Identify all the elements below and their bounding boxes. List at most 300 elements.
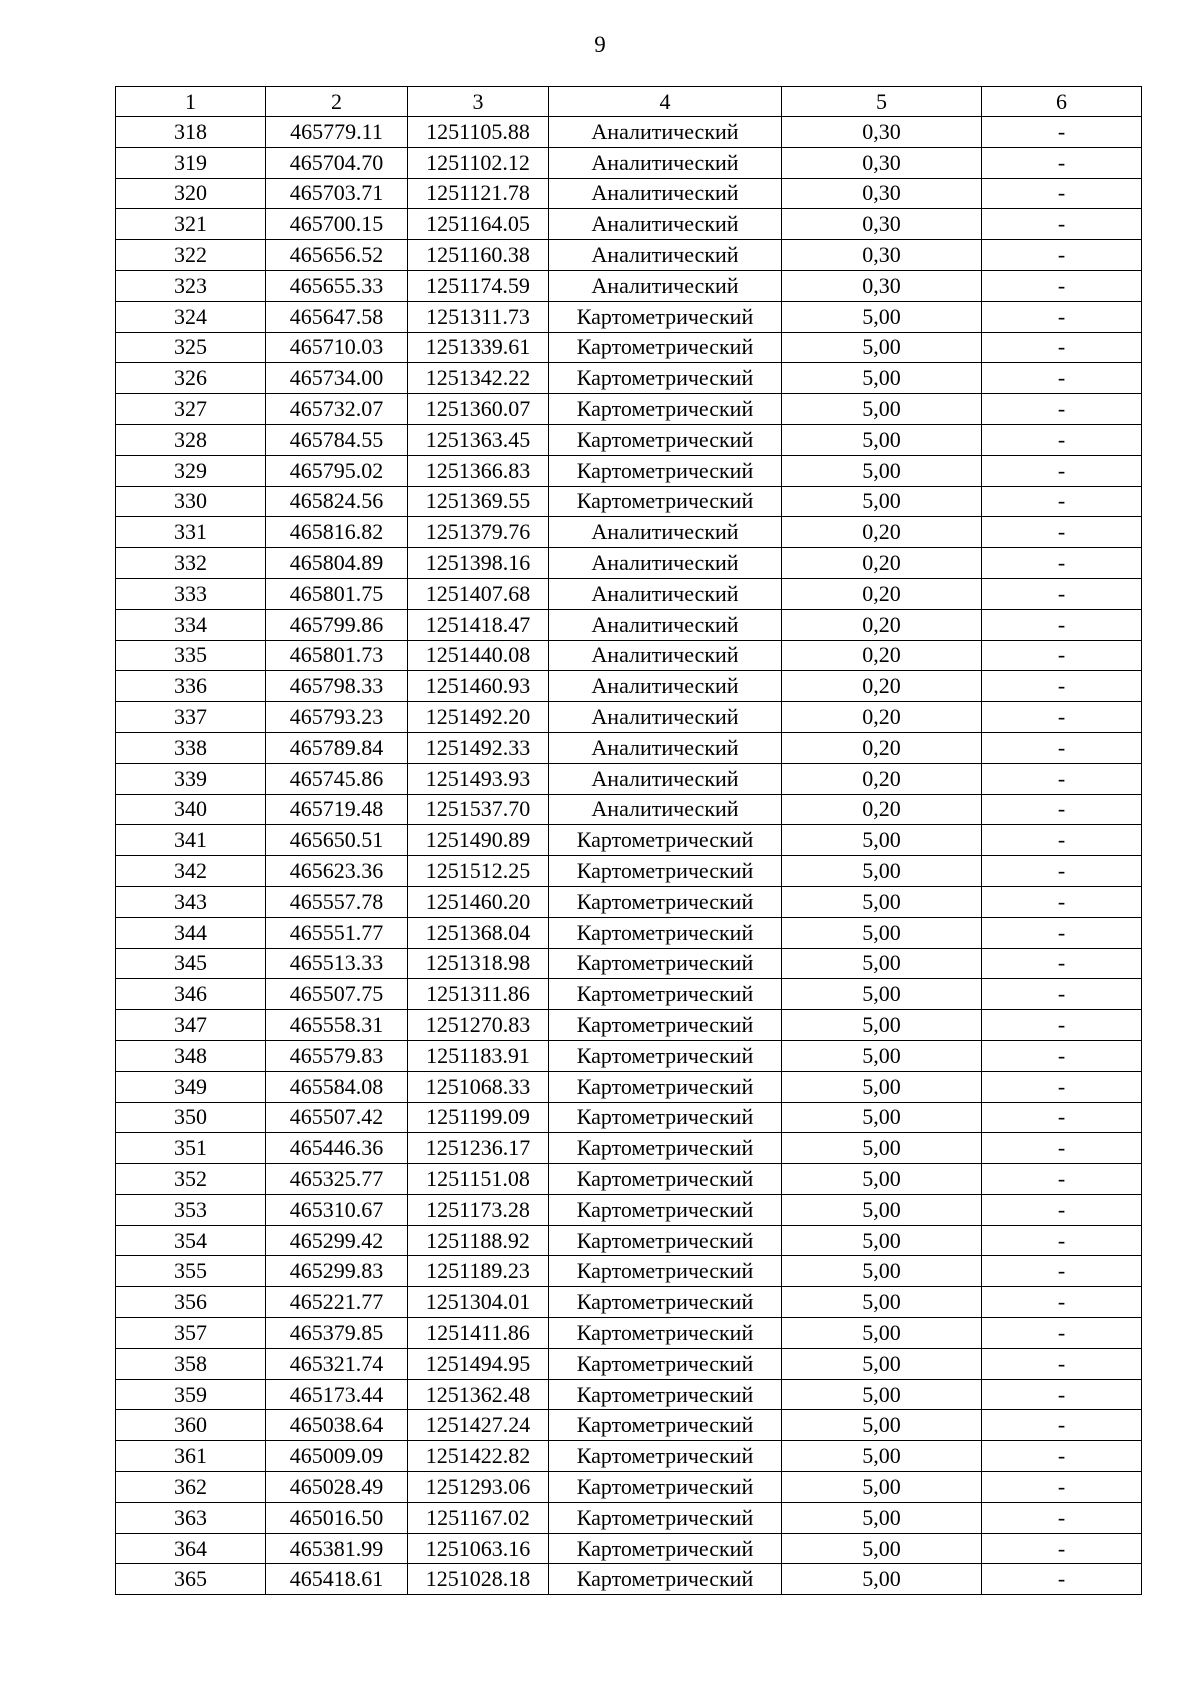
table-row	[116, 270, 1142, 301]
method-cell: Аналитический	[549, 578, 782, 609]
point-number-cell: 350	[116, 1102, 266, 1133]
method-cell: Картометрический	[549, 486, 782, 517]
x-coordinate-cell: 465798.33	[266, 671, 408, 702]
note-cell: -	[982, 702, 1142, 733]
x-coordinate-cell: 465310.67	[266, 1194, 408, 1225]
note-cell: -	[982, 1071, 1142, 1102]
accuracy-cell: 5,00	[782, 886, 982, 917]
method-cell: Картометрический	[549, 1287, 782, 1318]
x-coordinate-cell: 465799.86	[266, 609, 408, 640]
table-row	[116, 178, 1142, 209]
point-number-cell: 336	[116, 671, 266, 702]
method-cell: Картометрический	[549, 979, 782, 1010]
accuracy-cell: 5,00	[782, 455, 982, 486]
table-row	[116, 609, 1142, 640]
accuracy-cell: 5,00	[782, 1379, 982, 1410]
note-cell: -	[982, 117, 1142, 148]
note-cell: -	[982, 1502, 1142, 1533]
point-number-cell: 322	[116, 240, 266, 271]
accuracy-cell: 5,00	[782, 1502, 982, 1533]
column-header-1: 1	[116, 87, 266, 117]
x-coordinate-cell: 465016.50	[266, 1502, 408, 1533]
table-row	[116, 301, 1142, 332]
x-coordinate-cell: 465732.07	[266, 394, 408, 425]
y-coordinate-cell: 1251427.24	[408, 1410, 549, 1441]
method-cell: Картометрический	[549, 1102, 782, 1133]
y-coordinate-cell: 1251460.93	[408, 671, 549, 702]
method-cell: Картометрический	[549, 301, 782, 332]
x-coordinate-cell: 465579.83	[266, 1040, 408, 1071]
point-number-cell: 353	[116, 1194, 266, 1225]
x-coordinate-cell: 465173.44	[266, 1379, 408, 1410]
note-cell: -	[982, 732, 1142, 763]
y-coordinate-cell: 1251407.68	[408, 578, 549, 609]
method-cell: Картометрический	[549, 1472, 782, 1503]
table-row	[116, 917, 1142, 948]
point-number-cell: 329	[116, 455, 266, 486]
point-number-cell: 362	[116, 1472, 266, 1503]
point-number-cell: 365	[116, 1564, 266, 1595]
table-row	[116, 209, 1142, 240]
method-cell: Картометрический	[549, 394, 782, 425]
y-coordinate-cell: 1251422.82	[408, 1441, 549, 1472]
table-row	[116, 763, 1142, 794]
y-coordinate-cell: 1251460.20	[408, 886, 549, 917]
note-cell: -	[982, 640, 1142, 671]
method-cell: Аналитический	[549, 609, 782, 640]
method-cell: Аналитический	[549, 517, 782, 548]
y-coordinate-cell: 1251411.86	[408, 1318, 549, 1349]
accuracy-cell: 5,00	[782, 948, 982, 979]
note-cell: -	[982, 917, 1142, 948]
point-number-cell: 349	[116, 1071, 266, 1102]
table-body	[116, 87, 1142, 1595]
x-coordinate-cell: 465656.52	[266, 240, 408, 271]
y-coordinate-cell: 1251188.92	[408, 1225, 549, 1256]
point-number-cell: 346	[116, 979, 266, 1010]
accuracy-cell: 5,00	[782, 1133, 982, 1164]
method-cell: Аналитический	[549, 640, 782, 671]
point-number-cell: 345	[116, 948, 266, 979]
table-row	[116, 578, 1142, 609]
accuracy-cell: 5,00	[782, 1164, 982, 1195]
point-number-cell: 339	[116, 763, 266, 794]
method-cell: Аналитический	[549, 270, 782, 301]
method-cell: Картометрический	[549, 1410, 782, 1441]
y-coordinate-cell: 1251362.48	[408, 1379, 549, 1410]
table-row	[116, 640, 1142, 671]
y-coordinate-cell: 1251537.70	[408, 794, 549, 825]
note-cell: -	[982, 363, 1142, 394]
method-cell: Картометрический	[549, 424, 782, 455]
table-row	[116, 1102, 1142, 1133]
note-cell: -	[982, 1410, 1142, 1441]
point-number-cell: 332	[116, 548, 266, 579]
x-coordinate-cell: 465804.89	[266, 548, 408, 579]
x-coordinate-cell: 465784.55	[266, 424, 408, 455]
table-row	[116, 886, 1142, 917]
point-number-cell: 363	[116, 1502, 266, 1533]
table-row	[116, 856, 1142, 887]
note-cell: -	[982, 825, 1142, 856]
y-coordinate-cell: 1251121.78	[408, 178, 549, 209]
y-coordinate-cell: 1251369.55	[408, 486, 549, 517]
y-coordinate-cell: 1251339.61	[408, 332, 549, 363]
table-row	[116, 1225, 1142, 1256]
method-cell: Аналитический	[549, 240, 782, 271]
point-number-cell: 355	[116, 1256, 266, 1287]
x-coordinate-cell: 465321.74	[266, 1348, 408, 1379]
table-row	[116, 702, 1142, 733]
point-number-cell: 357	[116, 1318, 266, 1349]
table-row	[116, 1287, 1142, 1318]
accuracy-cell: 0,20	[782, 763, 982, 794]
y-coordinate-cell: 1251368.04	[408, 917, 549, 948]
x-coordinate-cell: 465623.36	[266, 856, 408, 887]
y-coordinate-cell: 1251028.18	[408, 1564, 549, 1595]
table-row	[116, 486, 1142, 517]
accuracy-cell: 0,30	[782, 270, 982, 301]
accuracy-cell: 5,00	[782, 332, 982, 363]
point-number-cell: 335	[116, 640, 266, 671]
y-coordinate-cell: 1251183.91	[408, 1040, 549, 1071]
x-coordinate-cell: 465779.11	[266, 117, 408, 148]
note-cell: -	[982, 548, 1142, 579]
note-cell: -	[982, 270, 1142, 301]
note-cell: -	[982, 578, 1142, 609]
y-coordinate-cell: 1251363.45	[408, 424, 549, 455]
y-coordinate-cell: 1251304.01	[408, 1287, 549, 1318]
point-number-cell: 354	[116, 1225, 266, 1256]
table-row	[116, 1133, 1142, 1164]
note-cell: -	[982, 1533, 1142, 1564]
x-coordinate-cell: 465446.36	[266, 1133, 408, 1164]
table-header-row	[116, 87, 1142, 117]
note-cell: -	[982, 609, 1142, 640]
method-cell: Картометрический	[549, 1040, 782, 1071]
x-coordinate-cell: 465558.31	[266, 1010, 408, 1041]
y-coordinate-cell: 1251270.83	[408, 1010, 549, 1041]
method-cell: Картометрический	[549, 1318, 782, 1349]
x-coordinate-cell: 465299.83	[266, 1256, 408, 1287]
method-cell: Аналитический	[549, 671, 782, 702]
x-coordinate-cell: 465710.03	[266, 332, 408, 363]
table-row	[116, 1164, 1142, 1195]
y-coordinate-cell: 1251063.16	[408, 1533, 549, 1564]
note-cell: -	[982, 147, 1142, 178]
column-header-3: 3	[408, 87, 549, 117]
column-header-5: 5	[782, 87, 982, 117]
accuracy-cell: 5,00	[782, 1010, 982, 1041]
point-number-cell: 331	[116, 517, 266, 548]
point-number-cell: 333	[116, 578, 266, 609]
accuracy-cell: 5,00	[782, 917, 982, 948]
note-cell: -	[982, 517, 1142, 548]
x-coordinate-cell: 465704.70	[266, 147, 408, 178]
x-coordinate-cell: 465507.75	[266, 979, 408, 1010]
point-number-cell: 334	[116, 609, 266, 640]
x-coordinate-cell: 465299.42	[266, 1225, 408, 1256]
x-coordinate-cell: 465734.00	[266, 363, 408, 394]
method-cell: Аналитический	[549, 548, 782, 579]
x-coordinate-cell: 465745.86	[266, 763, 408, 794]
note-cell: -	[982, 301, 1142, 332]
x-coordinate-cell: 465038.64	[266, 1410, 408, 1441]
accuracy-cell: 5,00	[782, 1225, 982, 1256]
method-cell: Картометрический	[549, 1564, 782, 1595]
y-coordinate-cell: 1251160.38	[408, 240, 549, 271]
accuracy-cell: 0,30	[782, 147, 982, 178]
y-coordinate-cell: 1251311.73	[408, 301, 549, 332]
x-coordinate-cell: 465009.09	[266, 1441, 408, 1472]
table-row	[116, 548, 1142, 579]
table-row	[116, 1256, 1142, 1287]
table-row	[116, 1502, 1142, 1533]
note-cell: -	[982, 1287, 1142, 1318]
table-row	[116, 825, 1142, 856]
y-coordinate-cell: 1251512.25	[408, 856, 549, 887]
method-cell: Картометрический	[549, 1533, 782, 1564]
point-number-cell: 359	[116, 1379, 266, 1410]
x-coordinate-cell: 465418.61	[266, 1564, 408, 1595]
table-row	[116, 732, 1142, 763]
note-cell: -	[982, 1348, 1142, 1379]
accuracy-cell: 5,00	[782, 1102, 982, 1133]
method-cell: Аналитический	[549, 178, 782, 209]
accuracy-cell: 5,00	[782, 486, 982, 517]
x-coordinate-cell: 465816.82	[266, 517, 408, 548]
x-coordinate-cell: 465584.08	[266, 1071, 408, 1102]
table-row	[116, 117, 1142, 148]
x-coordinate-cell: 465650.51	[266, 825, 408, 856]
note-cell: -	[982, 1564, 1142, 1595]
point-number-cell: 356	[116, 1287, 266, 1318]
table-row	[116, 948, 1142, 979]
note-cell: -	[982, 763, 1142, 794]
point-number-cell: 325	[116, 332, 266, 363]
point-number-cell: 337	[116, 702, 266, 733]
accuracy-cell: 5,00	[782, 1441, 982, 1472]
table-row	[116, 979, 1142, 1010]
x-coordinate-cell: 465647.58	[266, 301, 408, 332]
point-number-cell: 347	[116, 1010, 266, 1041]
point-number-cell: 320	[116, 178, 266, 209]
point-number-cell: 326	[116, 363, 266, 394]
y-coordinate-cell: 1251492.33	[408, 732, 549, 763]
note-cell: -	[982, 424, 1142, 455]
accuracy-cell: 5,00	[782, 394, 982, 425]
note-cell: -	[982, 394, 1142, 425]
accuracy-cell: 5,00	[782, 1472, 982, 1503]
point-number-cell: 327	[116, 394, 266, 425]
y-coordinate-cell: 1251189.23	[408, 1256, 549, 1287]
point-number-cell: 323	[116, 270, 266, 301]
coordinates-table	[115, 86, 1142, 1595]
y-coordinate-cell: 1251164.05	[408, 209, 549, 240]
accuracy-cell: 0,30	[782, 178, 982, 209]
point-number-cell: 319	[116, 147, 266, 178]
x-coordinate-cell: 465028.49	[266, 1472, 408, 1503]
method-cell: Картометрический	[549, 825, 782, 856]
note-cell: -	[982, 856, 1142, 887]
accuracy-cell: 5,00	[782, 1071, 982, 1102]
point-number-cell: 330	[116, 486, 266, 517]
point-number-cell: 343	[116, 886, 266, 917]
x-coordinate-cell: 465507.42	[266, 1102, 408, 1133]
table-row	[116, 1533, 1142, 1564]
accuracy-cell: 0,20	[782, 671, 982, 702]
point-number-cell: 328	[116, 424, 266, 455]
method-cell: Картометрический	[549, 1502, 782, 1533]
table-row	[116, 1472, 1142, 1503]
accuracy-cell: 5,00	[782, 1287, 982, 1318]
accuracy-cell: 5,00	[782, 1348, 982, 1379]
method-cell: Картометрический	[549, 332, 782, 363]
y-coordinate-cell: 1251366.83	[408, 455, 549, 486]
point-number-cell: 344	[116, 917, 266, 948]
y-coordinate-cell: 1251398.16	[408, 548, 549, 579]
method-cell: Картометрический	[549, 1441, 782, 1472]
point-number-cell: 351	[116, 1133, 266, 1164]
accuracy-cell: 5,00	[782, 301, 982, 332]
y-coordinate-cell: 1251490.89	[408, 825, 549, 856]
y-coordinate-cell: 1251418.47	[408, 609, 549, 640]
method-cell: Картометрический	[549, 1348, 782, 1379]
y-coordinate-cell: 1251173.28	[408, 1194, 549, 1225]
x-coordinate-cell: 465551.77	[266, 917, 408, 948]
point-number-cell: 352	[116, 1164, 266, 1195]
method-cell: Картометрический	[549, 1010, 782, 1041]
y-coordinate-cell: 1251342.22	[408, 363, 549, 394]
note-cell: -	[982, 1379, 1142, 1410]
x-coordinate-cell: 465381.99	[266, 1533, 408, 1564]
table-row	[116, 455, 1142, 486]
point-number-cell: 340	[116, 794, 266, 825]
accuracy-cell: 5,00	[782, 979, 982, 1010]
table-row	[116, 1010, 1142, 1041]
accuracy-cell: 0,30	[782, 209, 982, 240]
table-row	[116, 1564, 1142, 1595]
point-number-cell: 318	[116, 117, 266, 148]
accuracy-cell: 0,20	[782, 794, 982, 825]
note-cell: -	[982, 1256, 1142, 1287]
accuracy-cell: 0,20	[782, 517, 982, 548]
note-cell: -	[982, 1164, 1142, 1195]
note-cell: -	[982, 1225, 1142, 1256]
x-coordinate-cell: 465801.75	[266, 578, 408, 609]
method-cell: Картометрический	[549, 1071, 782, 1102]
accuracy-cell: 0,20	[782, 578, 982, 609]
point-number-cell: 338	[116, 732, 266, 763]
x-coordinate-cell: 465801.73	[266, 640, 408, 671]
note-cell: -	[982, 1318, 1142, 1349]
y-coordinate-cell: 1251105.88	[408, 117, 549, 148]
x-coordinate-cell: 465513.33	[266, 948, 408, 979]
method-cell: Картометрический	[549, 1133, 782, 1164]
accuracy-cell: 5,00	[782, 1410, 982, 1441]
y-coordinate-cell: 1251102.12	[408, 147, 549, 178]
y-coordinate-cell: 1251493.93	[408, 763, 549, 794]
accuracy-cell: 5,00	[782, 1318, 982, 1349]
method-cell: Аналитический	[549, 794, 782, 825]
note-cell: -	[982, 886, 1142, 917]
note-cell: -	[982, 178, 1142, 209]
note-cell: -	[982, 1194, 1142, 1225]
note-cell: -	[982, 794, 1142, 825]
method-cell: Аналитический	[549, 732, 782, 763]
accuracy-cell: 0,30	[782, 240, 982, 271]
y-coordinate-cell: 1251293.06	[408, 1472, 549, 1503]
note-cell: -	[982, 1010, 1142, 1041]
table-row	[116, 363, 1142, 394]
x-coordinate-cell: 465703.71	[266, 178, 408, 209]
note-cell: -	[982, 979, 1142, 1010]
method-cell: Картометрический	[549, 1194, 782, 1225]
method-cell: Аналитический	[549, 702, 782, 733]
accuracy-cell: 0,20	[782, 548, 982, 579]
x-coordinate-cell: 465795.02	[266, 455, 408, 486]
y-coordinate-cell: 1251151.08	[408, 1164, 549, 1195]
accuracy-cell: 0,20	[782, 732, 982, 763]
y-coordinate-cell: 1251360.07	[408, 394, 549, 425]
accuracy-cell: 5,00	[782, 1564, 982, 1595]
accuracy-cell: 5,00	[782, 856, 982, 887]
x-coordinate-cell: 465793.23	[266, 702, 408, 733]
accuracy-cell: 5,00	[782, 1533, 982, 1564]
x-coordinate-cell: 465221.77	[266, 1287, 408, 1318]
point-number-cell: 361	[116, 1441, 266, 1472]
note-cell: -	[982, 1133, 1142, 1164]
note-cell: -	[982, 1102, 1142, 1133]
accuracy-cell: 0,20	[782, 702, 982, 733]
y-coordinate-cell: 1251379.76	[408, 517, 549, 548]
point-number-cell: 364	[116, 1533, 266, 1564]
method-cell: Аналитический	[549, 209, 782, 240]
y-coordinate-cell: 1251236.17	[408, 1133, 549, 1164]
y-coordinate-cell: 1251068.33	[408, 1071, 549, 1102]
x-coordinate-cell: 465557.78	[266, 886, 408, 917]
accuracy-cell: 0,20	[782, 640, 982, 671]
accuracy-cell: 5,00	[782, 363, 982, 394]
table-row	[116, 147, 1142, 178]
note-cell: -	[982, 671, 1142, 702]
table-row	[116, 240, 1142, 271]
method-cell: Картометрический	[549, 363, 782, 394]
table-row	[116, 671, 1142, 702]
accuracy-cell: 0,20	[782, 609, 982, 640]
point-number-cell: 321	[116, 209, 266, 240]
note-cell: -	[982, 1472, 1142, 1503]
column-header-2: 2	[266, 87, 408, 117]
point-number-cell: 358	[116, 1348, 266, 1379]
accuracy-cell: 5,00	[782, 424, 982, 455]
note-cell: -	[982, 332, 1142, 363]
table-row	[116, 332, 1142, 363]
note-cell: -	[982, 948, 1142, 979]
note-cell: -	[982, 455, 1142, 486]
table-row	[116, 517, 1142, 548]
point-number-cell: 324	[116, 301, 266, 332]
table-row	[116, 1379, 1142, 1410]
table-row	[116, 1441, 1142, 1472]
method-cell: Картометрический	[549, 1379, 782, 1410]
note-cell: -	[982, 1441, 1142, 1472]
table-row	[116, 1071, 1142, 1102]
accuracy-cell: 5,00	[782, 1194, 982, 1225]
accuracy-cell: 0,30	[782, 117, 982, 148]
y-coordinate-cell: 1251199.09	[408, 1102, 549, 1133]
y-coordinate-cell: 1251492.20	[408, 702, 549, 733]
